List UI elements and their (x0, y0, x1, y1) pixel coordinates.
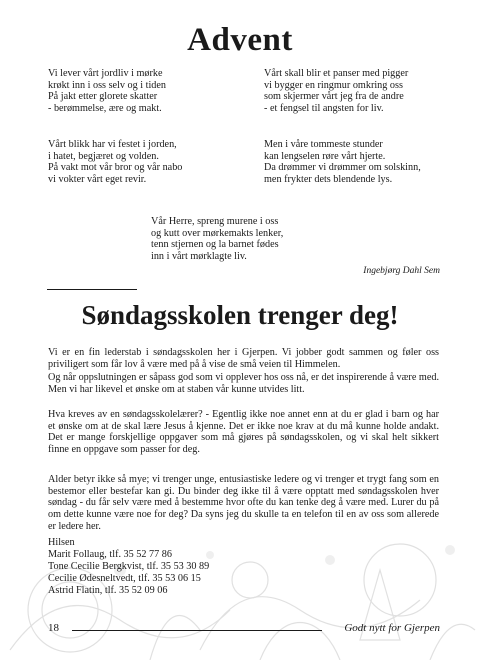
poem-stanza-5: Vår Herre, spreng murene i oss og kutt over mørkemakts lenker, tenn stjernen og la barnet fødes inn i vårt mørklagte liv. (151, 216, 284, 262)
section-divider (47, 289, 137, 290)
article-paragraph-1: Vi er en fin lederstab i søndagsskolen her i Gjerpen. Vi jobber godt sammen og føler oss priviligert som får lov å være med på å vise de små veien til Himmelen. (48, 347, 439, 370)
poem-stanza-2: Vårt skall blir et panser med pigger vi bygger en ringmur omkring oss som skjermer vårt jeg fra de andre - et fengsel til angsten for liv. (264, 68, 409, 114)
poem-stanza-4: Men i våre tommeste stunder kan lengselen røre vårt hjerte. Da drømmer vi drømmer om solskinn, men frykter dets blendende lys. (264, 139, 421, 185)
poem-author: Ingebjørg Dahl Sem (363, 266, 440, 276)
contact-line: Cecilie Ødesneltvedt, tlf. 35 53 06 15 (48, 572, 201, 584)
contact-line: Astrid Flatin, tlf. 35 52 09 06 (48, 584, 168, 596)
footer-rule (72, 630, 322, 631)
article-paragraph-2: Og når oppslutningen er såpass god som vi opplever hos oss nå, er det inspirerende å være med. Men vi har likevel et ønske om at staben vår kunne utvides litt. (48, 372, 439, 395)
page-number: 18 (48, 622, 59, 634)
contact-line: Marit Follaug, tlf. 35 52 77 86 (48, 548, 172, 560)
contact-line: Tone Cecilie Bergkvist, tlf. 35 53 30 89 (48, 560, 210, 572)
greeting-text: Hilsen (48, 537, 75, 548)
publication-name: Godt nytt for Gjerpen (344, 622, 440, 634)
article-paragraph-4: Alder betyr ikke så mye; vi trenger unge, entusiastiske ledere og vi trenger et trygt fang som en bestemor eller bestefar kan gi. Du binder deg ikke til å være opptatt med søndagsskolen hver søndag - du får selv være med å bestemme hvor ofte du kan tenke deg å være med. Lurer du på om dette kunne være noe for deg? Da syns jeg du skulle ta en telefon til en av oss som allerede er ledere her. (48, 474, 439, 532)
article-title: Søndagsskolen trenger deg! (81, 300, 399, 330)
article-paragraph-3: Hva kreves av en søndagsskolelærer? - Egentlig ikke noe annet enn at du er glad i barn og har et ønske om at de skal lære Jesus å kjenne. Det er ikke noe krav at du må kunne holde andakt. Det er mange forskjellige oppgaver som må gjøres på søndagsskolen, og vi skal helt sikkert finne en oppgave som passer for deg. (48, 409, 439, 456)
signature-block (48, 537, 209, 597)
poem-stanza-3: Vårt blikk har vi festet i jorden, i hatet, begjæret og volden. På vakt mot vår bror og vår nabo vi vokter vårt eget revir. (48, 139, 183, 185)
poem-title: Advent (187, 22, 293, 58)
poem-stanza-1: Vi lever vårt jordliv i mørke krøkt inn i oss selv og i tiden På jakt etter glorete skatter - berømmelse, ære og makt. (48, 68, 167, 114)
